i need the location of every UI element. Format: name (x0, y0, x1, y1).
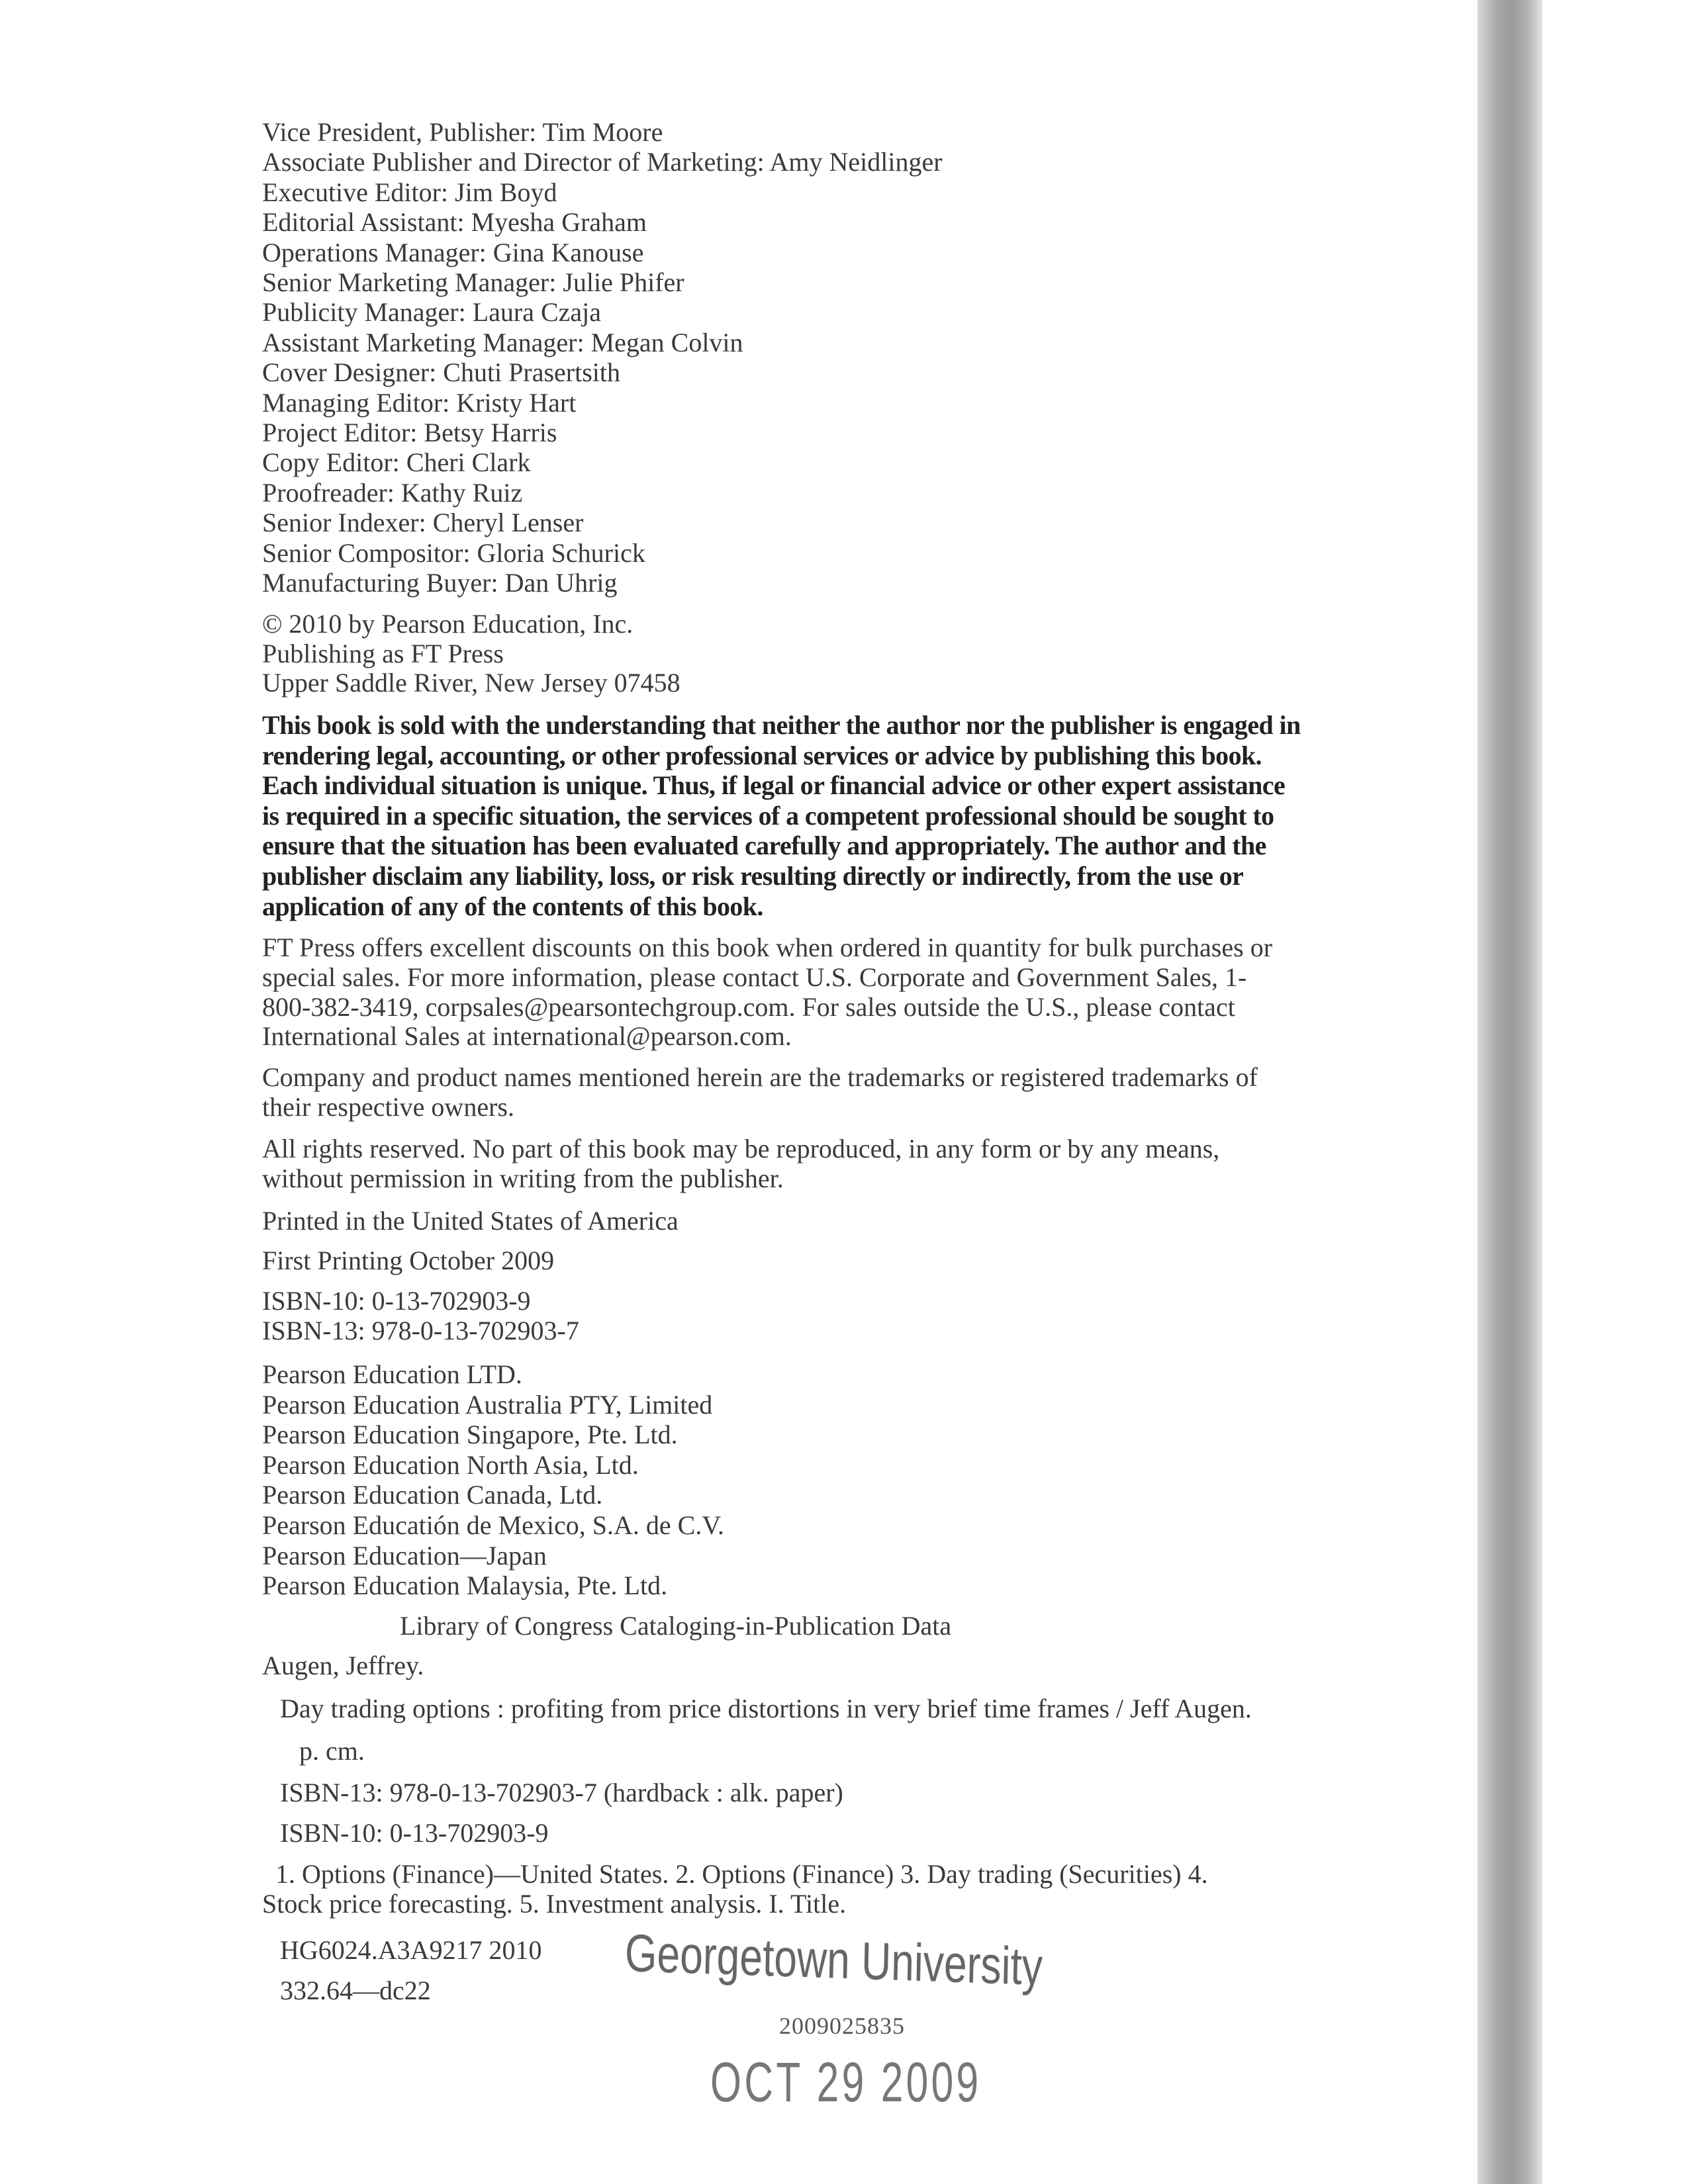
cip-subjects-line: Stock price forecasting. 5. Investment analysis. I. Title. (262, 1888, 847, 1919)
library-stamp-university: Georgetown University (624, 1923, 1043, 1997)
cip-call-numbers-line: HG6024.A3A9217 2010 (280, 1935, 542, 1965)
pearson-offices-line: Pearson Educatión de Mexico, S.A. de C.V. (262, 1510, 725, 1540)
bulk-sales-info (262, 933, 1272, 1052)
isbn-list (262, 1286, 579, 1345)
cip-heading-line: Library of Congress Cataloging-in-Publication Data (400, 1611, 952, 1641)
staff-credits-line: Assistant Marketing Manager: Megan Colvin (262, 327, 743, 357)
staff-credits-line: Copy Editor: Cheri Clark (262, 447, 531, 478)
copyright-notice-line: © 2010 by Pearson Education, Inc. (262, 609, 633, 639)
staff-credits-line: Operations Manager: Gina Kanouse (262, 237, 644, 267)
staff-credits-line: Managing Editor: Kristy Hart (262, 387, 577, 418)
legal-disclaimer-line: publisher disclaim any liability, loss, or risk resulting directly or indirectly, from the use or (262, 860, 1244, 891)
printed-in-line: Printed in the United States of America (262, 1206, 679, 1236)
legal-disclaimer-line: rendering legal, accounting, or other professional services or advice by publishing this book. (262, 740, 1262, 770)
staff-credits (262, 117, 943, 598)
staff-credits-line: Proofreader: Kathy Ruiz (262, 477, 523, 508)
staff-credits-line: Vice President, Publisher: Tim Moore (262, 117, 663, 147)
cip-pcm-line: p. cm. (299, 1736, 365, 1766)
staff-credits-line: Project Editor: Betsy Harris (262, 418, 557, 448)
legal-disclaimer-line: is required in a specific situation, the services of a competent professional should be sought to (262, 800, 1274, 831)
copyright-notice (262, 610, 680, 698)
cip-isbn10-line: ISBN-10: 0-13-702903-9 (280, 1818, 549, 1848)
copyright-notice-line: Upper Saddle River, New Jersey 07458 (262, 668, 680, 698)
pearson-offices-line: Pearson Education Australia PTY, Limited (262, 1389, 713, 1420)
printed-in (262, 1206, 679, 1236)
staff-credits-line: Manufacturing Buyer: Dan Uhrig (262, 568, 618, 598)
trademark-notice (262, 1063, 1258, 1122)
legal-disclaimer-line: ensure that the situation has been evaluated carefully and appropriately. The author and the (262, 831, 1266, 861)
copyright-notice-line: Publishing as FT Press (262, 638, 504, 668)
rights-reserved-line: without permission in writing from the publisher. (262, 1163, 784, 1193)
legal-disclaimer (262, 710, 1301, 921)
cip-title-line: Day trading options : profiting from price distortions in very brief time frames / Jeff Augen. (280, 1694, 1252, 1723)
isbn-list-line: ISBN-13: 978-0-13-702903-7 (262, 1316, 579, 1345)
trademark-notice-line: Company and product names mentioned herein are the trademarks or registered trademarks of (262, 1062, 1258, 1092)
first-printing-line: First Printing October 2009 (262, 1246, 555, 1275)
scan-binding-edge (1477, 0, 1542, 2184)
staff-credits-line: Senior Compositor: Gloria Schurick (262, 537, 645, 568)
pearson-offices-line: Pearson Education North Asia, Ltd. (262, 1449, 639, 1480)
staff-credits-line: Cover Designer: Chuti Prasertsith (262, 357, 621, 388)
bulk-sales-info-line: International Sales at international@pearson.com. (262, 1021, 792, 1052)
staff-credits-line: Senior Marketing Manager: Julie Phifer (262, 267, 684, 298)
pearson-offices-line: Pearson Education Malaysia, Pte. Ltd. (262, 1570, 668, 1601)
trademark-notice-line: their respective owners. (262, 1091, 514, 1122)
legal-disclaimer-line: application of any of the contents of this book. (262, 891, 763, 921)
cip-title (280, 1694, 1252, 1723)
staff-credits-line: Executive Editor: Jim Boyd (262, 177, 557, 207)
cip-pcm (299, 1737, 365, 1766)
cip-subjects-line: 1. Options (Finance)—United States. 2. Options (Finance) 3. Day trading (Securities) 4. (275, 1859, 1208, 1889)
cip-isbn13 (280, 1778, 843, 1807)
cip-isbn10 (280, 1819, 549, 1848)
cip-isbn13-line: ISBN-13: 978-0-13-702903-7 (hardback : alk. paper) (280, 1778, 843, 1807)
bulk-sales-info-line: 800-382-3419, corpsales@pearsontechgroup.com. For sales outside the U.S., please contact (262, 991, 1235, 1022)
staff-credits-line: Senior Indexer: Cheryl Lenser (262, 508, 584, 538)
cip-subjects (262, 1860, 1208, 1919)
staff-credits-line: Associate Publisher and Director of Marketing: Amy Neidlinger (262, 147, 943, 177)
pearson-offices-line: Pearson Education Singapore, Pte. Ltd. (262, 1420, 678, 1450)
rights-reserved-line: All rights reserved. No part of this book may be reproduced, in any form or by any means, (262, 1134, 1220, 1163)
bulk-sales-info-line: FT Press offers excellent discounts on this book when ordered in quantity for bulk purchases or (262, 933, 1273, 962)
staff-credits-line: Publicity Manager: Laura Czaja (262, 297, 602, 328)
legal-disclaimer-line: This book is sold with the understanding that neither the author nor the publisher is engaged in (262, 710, 1301, 740)
pearson-offices (262, 1359, 724, 1601)
cip-author-line: Augen, Jeffrey. (262, 1651, 424, 1680)
pearson-offices-line: Pearson Education Canada, Ltd. (262, 1480, 603, 1510)
lccn-number: 2009025835 (779, 2013, 905, 2039)
cip-call-numbers-line: 332.64—dc22 (280, 1976, 431, 2005)
cip-author (262, 1651, 424, 1680)
first-printing (262, 1246, 554, 1275)
pearson-offices-line: Pearson Education LTD. (262, 1359, 522, 1389)
cip-call-numbers (280, 1930, 542, 2011)
staff-credits-line: Editorial Assistant: Myesha Graham (262, 207, 647, 238)
isbn-list-line: ISBN-10: 0-13-702903-9 (262, 1286, 531, 1316)
legal-disclaimer-line: Each individual situation is unique. Thus, if legal or financial advice or other expert assistance (262, 770, 1286, 801)
cip-heading (400, 1612, 951, 1641)
pearson-offices-line: Pearson Education—Japan (262, 1540, 547, 1570)
rights-reserved (262, 1134, 1219, 1193)
bulk-sales-info-line: special sales. For more information, please contact U.S. Corporate and Government Sales, 1- (262, 962, 1247, 992)
library-stamp-date: OCT 29 2009 (710, 2051, 982, 2113)
